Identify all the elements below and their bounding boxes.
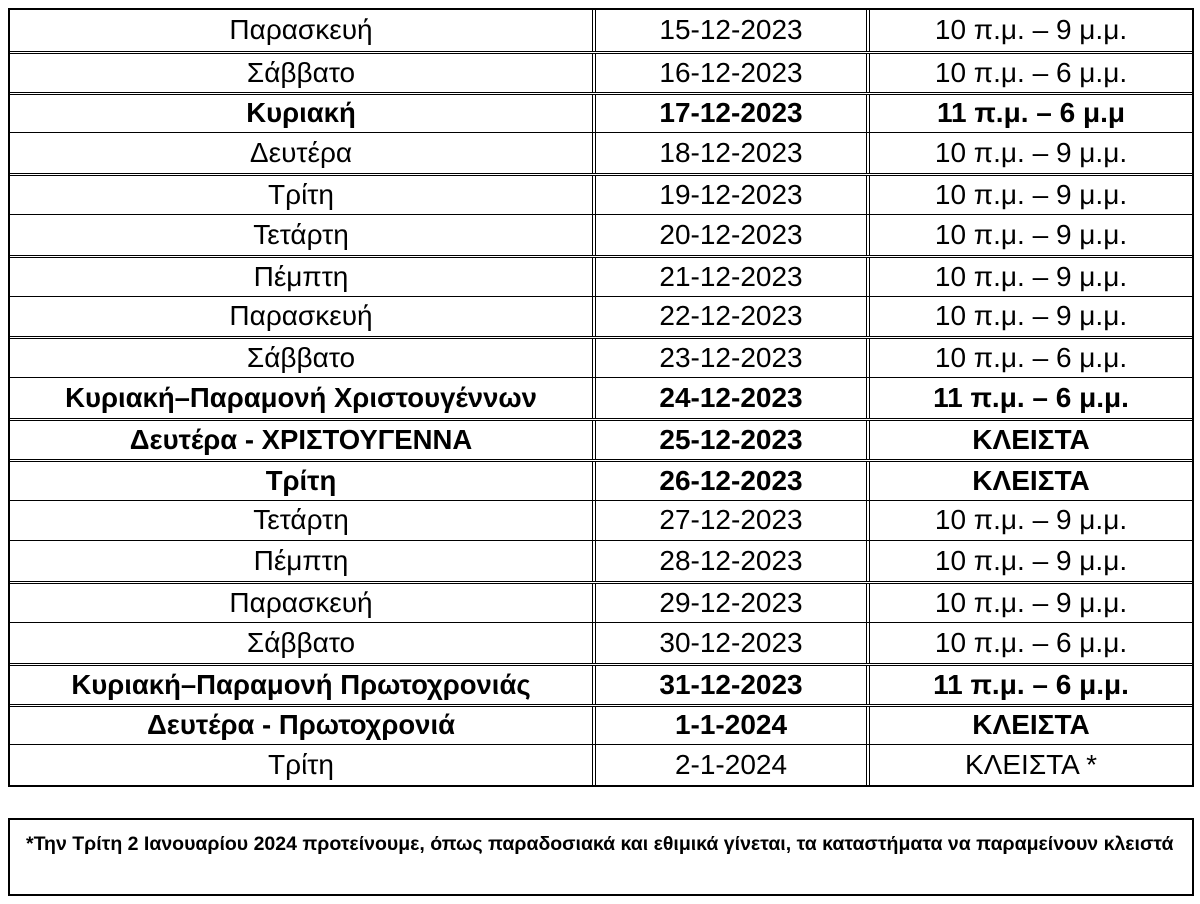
hours-cell: 11 π.μ. – 6 μ.μ. xyxy=(866,378,1192,418)
hours-cell: 10 π.μ. – 9 μ.μ. xyxy=(866,584,1192,622)
date-cell: 19-12-2023 xyxy=(592,176,866,214)
date-cell: 25-12-2023 xyxy=(592,421,866,459)
hours-cell: 10 π.μ. – 9 μ.μ. xyxy=(866,258,1192,296)
table-row xyxy=(10,10,1192,51)
date-cell: 18-12-2023 xyxy=(592,133,866,173)
date-cell: 27-12-2023 xyxy=(592,501,866,541)
hours-cell: 10 π.μ. – 9 μ.μ. xyxy=(866,176,1192,214)
table-row xyxy=(10,663,1192,704)
day-cell: Τρίτη xyxy=(265,464,337,496)
day-cell: Πέμπτη xyxy=(253,545,349,577)
hours-cell: 10 π.μ. – 9 μ.μ. xyxy=(866,10,1192,51)
day-cell: Κυριακή–Παραμονή Χριστουγέννων xyxy=(65,382,537,414)
table-row xyxy=(10,500,1192,541)
hours-cell: 10 π.μ. – 6 μ.μ. xyxy=(866,54,1192,92)
table-row xyxy=(10,744,1192,785)
hours-cell: ΚΛΕΙΣΤΑ xyxy=(866,707,1192,745)
day-cell: Σάββατο xyxy=(246,626,356,658)
table-row xyxy=(10,214,1192,255)
table-row xyxy=(10,540,1192,581)
date-cell: 22-12-2023 xyxy=(592,297,866,337)
day-cell: Κυριακή xyxy=(246,97,356,129)
footnote-text: *Την Τρίτη 2 Ιανουαρίου 2024 προτείνουμε, όπως παραδοσιακά και εθιμικά γίνεται, τα καταστήματα να παραμείνουν κλειστά xyxy=(26,833,1174,855)
date-cell: 26-12-2023 xyxy=(592,462,866,500)
hours-cell: 10 π.μ. – 6 μ.μ. xyxy=(866,623,1192,663)
table-row xyxy=(10,459,1192,500)
hours-cell: 10 π.μ. – 9 μ.μ. xyxy=(866,215,1192,255)
day-cell: Πέμπτη xyxy=(253,260,349,292)
day-cell: Δευτέρα - ΧΡΙΣΤΟΥΓΕΝΝΑ xyxy=(129,423,473,455)
hours-cell: 10 π.μ. – 9 μ.μ. xyxy=(866,541,1192,581)
table-row xyxy=(10,132,1192,173)
day-cell: Τετάρτη xyxy=(253,218,349,250)
date-cell: 23-12-2023 xyxy=(592,339,866,377)
table-row xyxy=(10,51,1192,92)
hours-cell: 11 π.μ. – 6 μ.μ. xyxy=(866,666,1192,704)
day-cell: Κυριακή–Παραμονή Πρωτοχρονιάς xyxy=(71,668,531,700)
date-cell: 30-12-2023 xyxy=(592,623,866,663)
date-cell: 2-1-2024 xyxy=(592,745,866,785)
table-row xyxy=(10,418,1192,459)
date-cell: 20-12-2023 xyxy=(592,215,866,255)
day-cell: Δευτέρα xyxy=(249,137,353,169)
hours-cell: 11 π.μ. – 6 μ.μ xyxy=(866,95,1192,133)
hours-cell: 10 π.μ. – 9 μ.μ. xyxy=(866,133,1192,173)
table-row xyxy=(10,581,1192,622)
day-cell: Δευτέρα - Πρωτοχρονιά xyxy=(147,709,455,741)
hours-cell: ΚΛΕΙΣΤΑ xyxy=(866,421,1192,459)
day-cell: Παρασκευή xyxy=(229,14,373,46)
hours-cell: ΚΛΕΙΣΤΑ * xyxy=(866,745,1192,785)
hours-cell: 10 π.μ. – 6 μ.μ. xyxy=(866,339,1192,377)
table-row xyxy=(10,377,1192,418)
table-row xyxy=(10,622,1192,663)
hours-cell: ΚΛΕΙΣΤΑ xyxy=(866,462,1192,500)
table-row xyxy=(10,336,1192,377)
date-cell: 29-12-2023 xyxy=(592,584,866,622)
date-cell: 15-12-2023 xyxy=(592,10,866,51)
table-row xyxy=(10,296,1192,337)
footnote xyxy=(8,818,1194,896)
hours-cell: 10 π.μ. – 9 μ.μ. xyxy=(866,501,1192,541)
day-cell: Τρίτη xyxy=(268,179,334,211)
table-row xyxy=(10,173,1192,214)
day-cell: Σάββατο xyxy=(246,342,356,374)
date-cell: 1-1-2024 xyxy=(592,707,866,745)
date-cell: 24-12-2023 xyxy=(592,378,866,418)
day-cell: Παρασκευή xyxy=(229,587,373,619)
date-cell: 17-12-2023 xyxy=(592,95,866,133)
date-cell: 21-12-2023 xyxy=(592,258,866,296)
day-cell: Τετάρτη xyxy=(253,504,349,536)
day-cell: Τρίτη xyxy=(268,749,334,781)
date-cell: 31-12-2023 xyxy=(592,666,866,704)
date-cell: 28-12-2023 xyxy=(592,541,866,581)
table-row xyxy=(10,92,1192,133)
date-cell: 16-12-2023 xyxy=(592,54,866,92)
day-cell: Σάββατο xyxy=(246,56,356,88)
hours-cell: 10 π.μ. – 9 μ.μ. xyxy=(866,297,1192,337)
table-row xyxy=(10,255,1192,296)
opening-hours-table xyxy=(8,8,1194,787)
day-cell: Παρασκευή xyxy=(229,300,373,332)
table-row xyxy=(10,704,1192,745)
